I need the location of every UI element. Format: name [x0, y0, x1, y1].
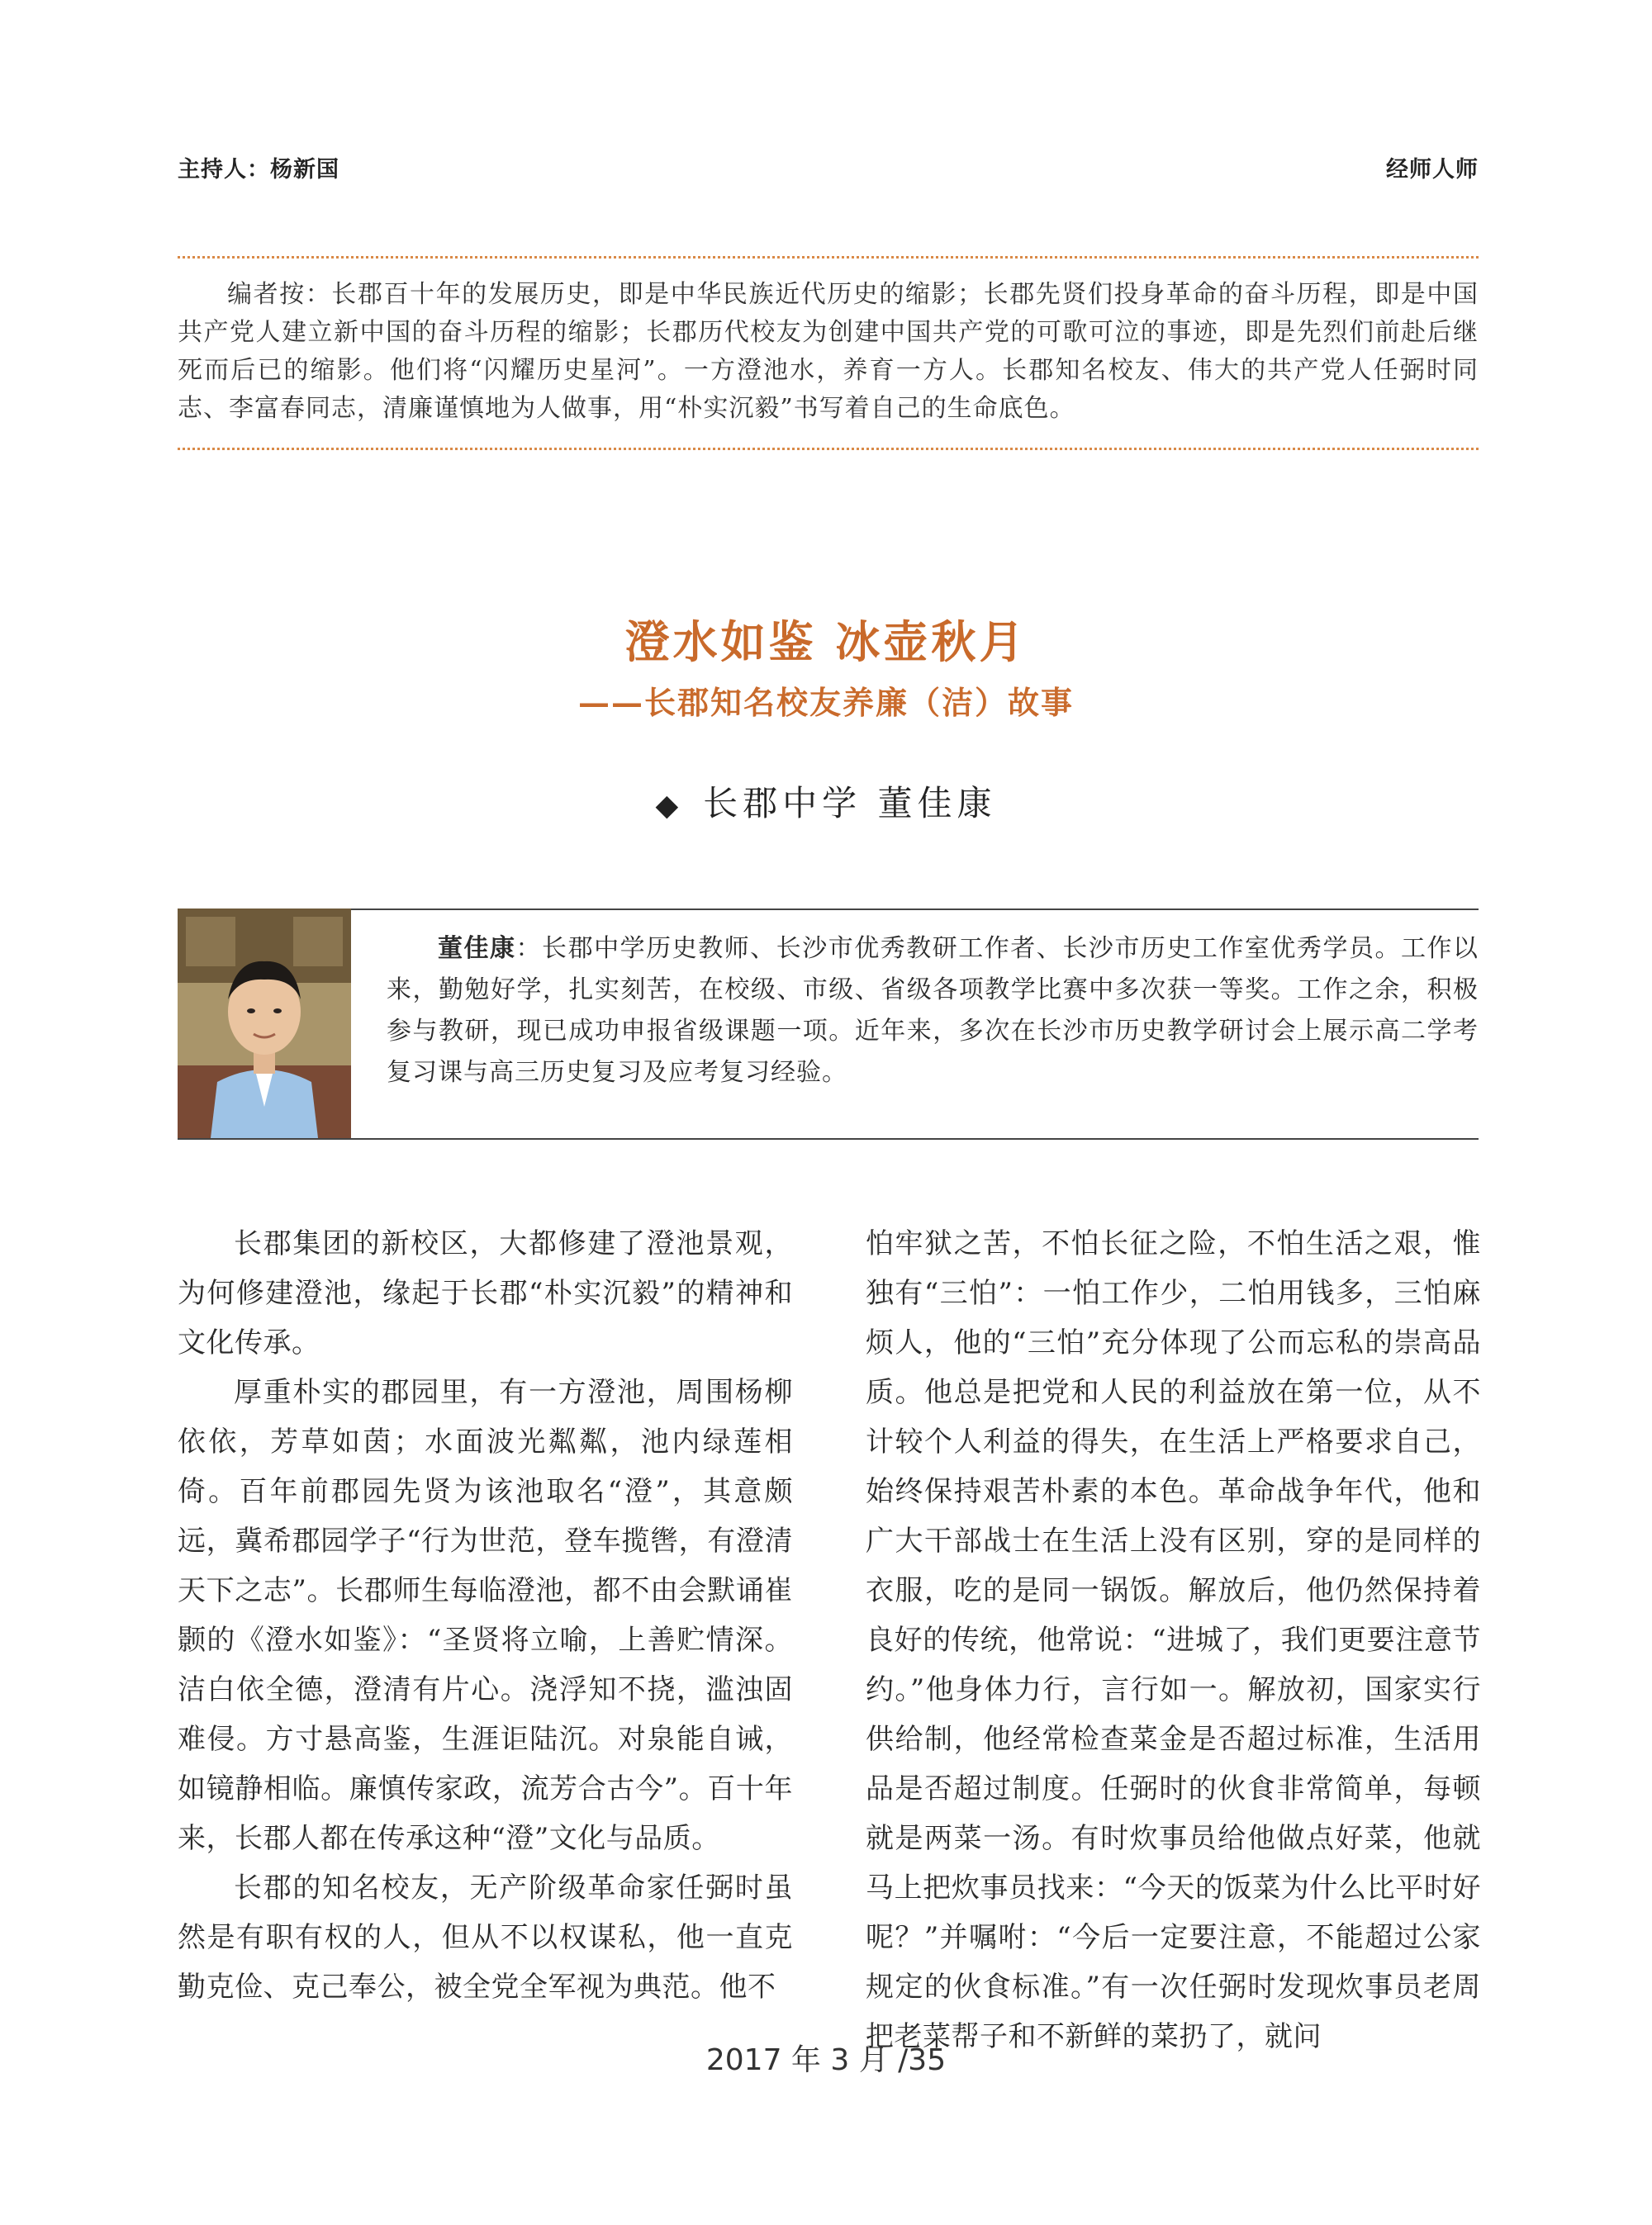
- portrait-image: [178, 909, 351, 1138]
- diamond-icon: ◆: [655, 789, 684, 823]
- column-name: 经师人师: [1386, 157, 1479, 183]
- author-name: 长郡中学 董佳康: [703, 783, 997, 823]
- paragraph: 长郡的知名校友，无产阶级革命家任弼时虽然是有职有权的人，但从不以权谋私，他一直克勤克俭、克己奉公，被全党全军视为典范。他不: [178, 1872, 793, 2004]
- article-title: 澄水如鉴 冰壶秋月: [624, 615, 1028, 668]
- divider-top: [178, 256, 1479, 259]
- bio-bottom-rule: [178, 1138, 1479, 1140]
- body-column-left: [178, 1219, 793, 2012]
- article-subtitle: ——长郡知名校友养廉（洁）故事: [577, 684, 1074, 721]
- author-bio: [387, 928, 1479, 1094]
- paragraph-continued: 怕牢狱之苦，不怕长征之险，不怕生活之艰，惟独有“三怕”：一怕工作少，二怕用钱多，三怕麻烦人，他的“三怕”充分体现了公而忘私的崇高品质。他总是把党和人民的利益放在第一位，从不计较个人利益的得失，在生活上严格要求自己，始终保持艰苦朴素的本色。革命战争年代，他和广大干部战士在生活上没有区别，穿的是同样的衣服，吃的是同一锅饭。解放后，他仍然保持着良好的传统，他常说：“进城了，我们更要注意节约。”他身体力行，言行如一。解放初，国家实行供给制，他经常检查菜金是否超过标准，生活用品是否超过制度。任弼时的伙食非常简单，每顿就是两菜一汤。有时炊事员给他做点好菜，他就马上把炊事员找来：“今天的饭菜为什么比平时好呢？”并嘱咐：“今后一定要注意，不能超过公家规定的伙食标准。”有一次任弼时发现炊事员老周把老菜帮子和不新鲜的菜扔了，就问: [866, 1227, 1481, 2053]
- divider-bottom: [178, 448, 1479, 450]
- paragraph: 长郡集团的新校区，大都修建了澄池景观，为何修建澄池，缘起于长郡“朴实沉毅”的精神和文化传承。: [178, 1227, 793, 1359]
- paragraph: 厚重朴实的郡园里，有一方澄池，周围杨柳依依，芳草如茵；水面波光粼粼，池内绿莲相倚。百年前郡园先贤为该池取名“澄”，其意颇远，冀希郡园学子“行为世范，登车揽辔，有澄清天下之志”。长郡师生每临澄池，都不由会默诵崔颢的《澄水如鉴》：“圣贤将立喻，上善贮情深。洁白依全德，澄清有片心。浇浮知不挠，滥浊固难侵。方寸悬高鉴，生涯讵陆沉。对泉能自诫，如镜静相临。廉慎传家政，流芳合古今”。百十年来，长郡人都在传承这种“澄”文化与品质。: [178, 1376, 793, 1855]
- author-line: [0, 776, 1652, 826]
- body-column-right: [866, 1219, 1481, 2061]
- bio-top-rule: [178, 909, 1479, 910]
- editor-note: 编者按：长郡百十年的发展历史，即是中华民族近代历史的缩影；长郡先贤们投身革命的奋斗历程，即是中国共产党人建立新中国的奋斗历程的缩影；长郡历代校友为创建中国共产党的可歌可泣的事迹，即是先烈们前赴后继死而后已的缩影。他们将“闪耀历史星河”。一方澄池水，养育一方人。长郡知名校友、伟大的共产党人任弼时同志、李富春同志，清廉谨慎地为人做事，用“朴实沉毅”书写着自己的生命底色。: [178, 280, 1479, 423]
- column-host-label: 主持人：杨新国: [178, 157, 339, 183]
- bio-text: ：长郡中学历史教师、长沙市优秀教研工作者、长沙市历史工作室优秀学员。工作以来，勤勉好学，扎实刻苦，在校级、市级、省级各项教学比赛中多次获一等奖。工作之余，积极参与教研，现已成功申报省级课题一项。近年来，多次在长沙市历史教学研讨会上展示高二学考复习课与高三历史复习及应考复习经验。: [387, 934, 1479, 1087]
- author-photo: [178, 909, 351, 1138]
- bio-name: 董佳康: [438, 934, 516, 963]
- page-footer: 2017 年 3 月 /35: [705, 2043, 947, 2077]
